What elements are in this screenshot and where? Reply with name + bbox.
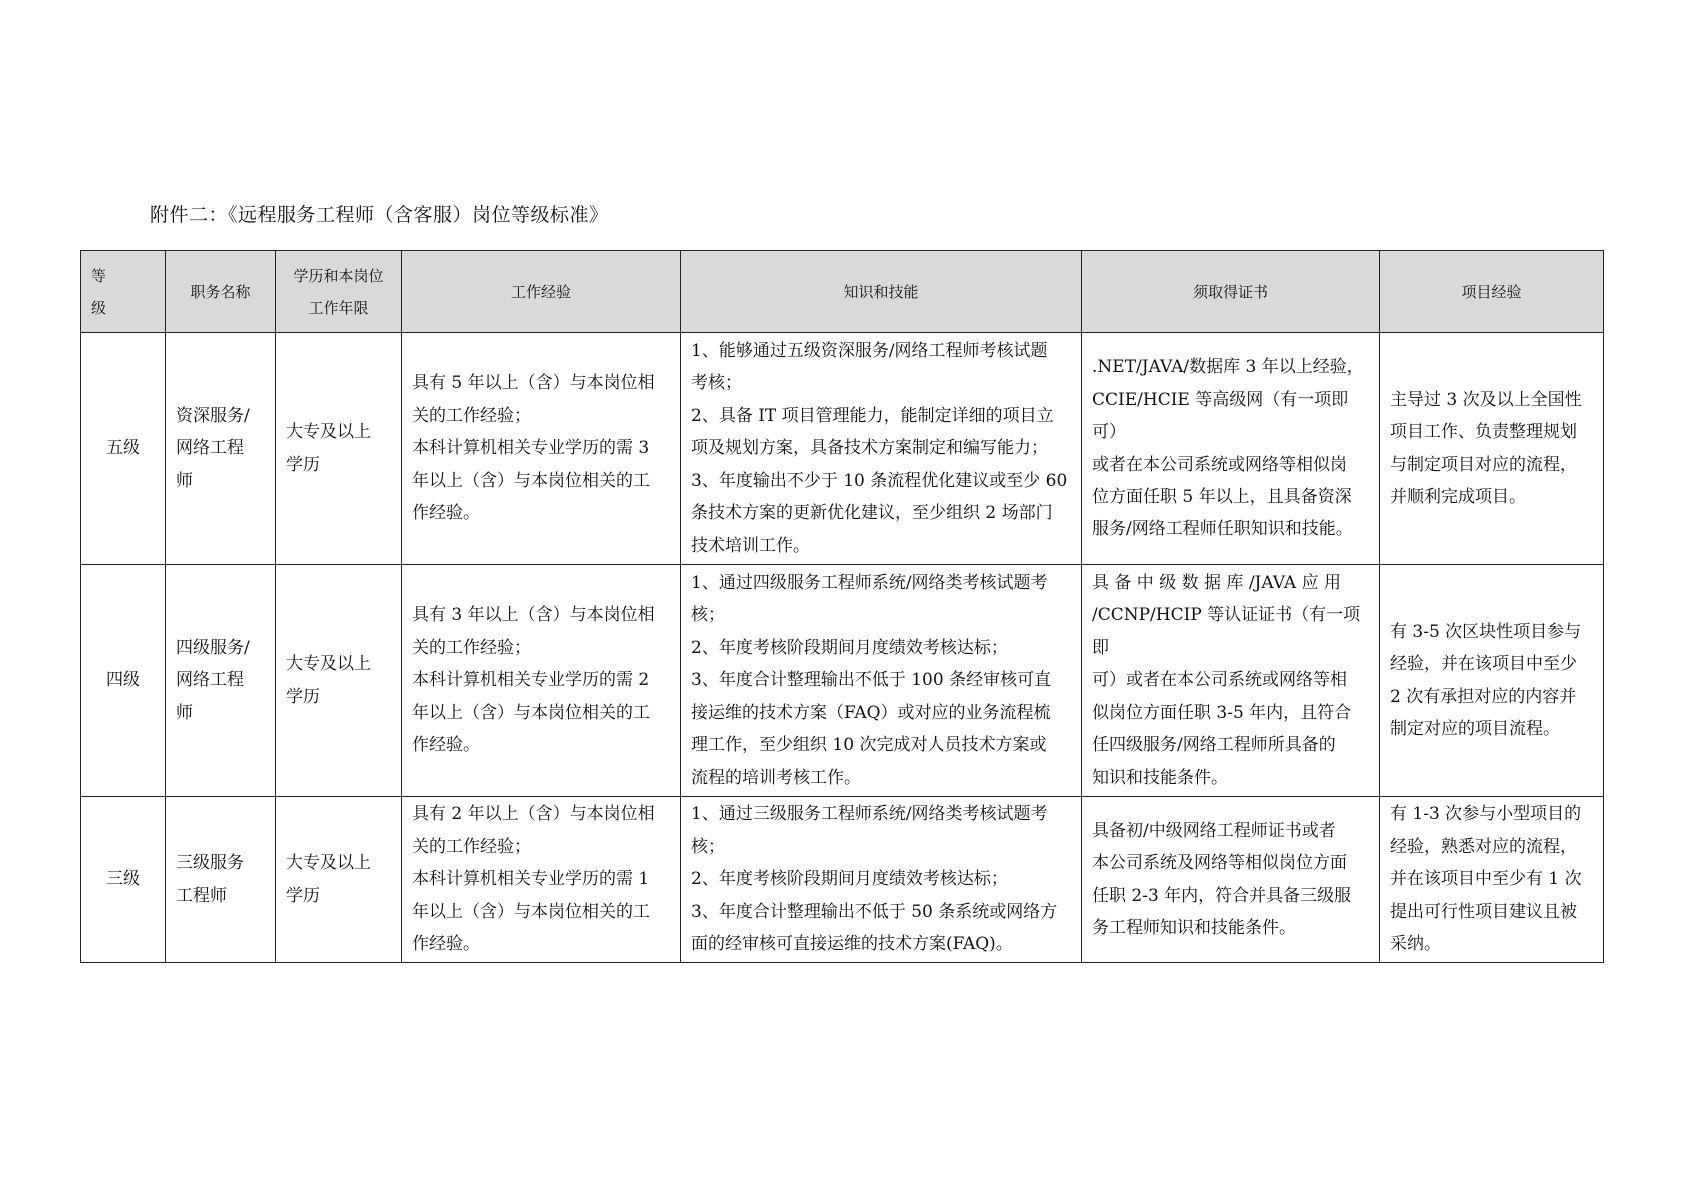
position-cell: 四级服务/ 网络工程 师 (166, 565, 276, 797)
project-cell: 主导过 3 次及以上全国性 项目工作、负责整理规划 与制定项目对应的流程， 并顺利完成项目。 (1380, 333, 1604, 565)
project-cell: 有 3-5 次区块性项目参与 经验，并在该项目中至少 2 次有承担对应的内容并 制定对应的项目流程。 (1380, 565, 1604, 797)
position-cell: 资深服务/ 网络工程 师 (166, 333, 276, 565)
table-row (81, 797, 1604, 963)
document-title: 附件二：《远程服务工程师（含客服）岗位等级标准》 (150, 204, 609, 226)
level-cell: 五级 (81, 333, 166, 565)
header-knowledge: 知识和技能 (681, 251, 1082, 333)
education-cell: 大专及以上 学历 (276, 797, 402, 963)
knowledge-cell: 1、通过三级服务工程师系统/网络类考核试题考 核； 2、年度考核阶段期间月度绩效考核达标； 3、年度合计整理输出不低于 50 条系统或网络方 面的经审核可直接运维的技术方案(FAQ)。 (681, 797, 1082, 963)
education-cell: 大专及以上 学历 (276, 565, 402, 797)
knowledge-cell: 1、能够通过五级资深服务/网络工程师考核试题 考核； 2、具备 IT 项目管理能力，能制定详细的项目立 项及规划方案，具备技术方案制定和编写能力； 3、年度输出不少于 10 条流程优化建议或至少 60 条技术方案的更新优化建议，至少组织 2 场部门 技术培训工作。 (681, 333, 1082, 565)
level-cell: 三级 (81, 797, 166, 963)
header-position: 职务名称 (166, 251, 276, 333)
project-cell: 有 1-3 次参与小型项目的 经验，熟悉对应的流程， 并在该项目中至少有 1 次 提出可行性项目建议且被 采纳。 (1380, 797, 1604, 963)
experience-cell: 具有 2 年以上（含）与本岗位相 关的工作经验； 本科计算机相关专业学历的需 1 年以上（含）与本岗位相关的工 作经验。 (402, 797, 681, 963)
header-level: 等 级 (81, 251, 166, 333)
certificate-cell: 具 备 中 级 数 据 库 /JAVA 应 用 /CCNP/HCIP 等认证证书（有一项即 可）或者在本公司系统或网络等相 似岗位方面任职 3-5 年内，且符合 任四级服务/网络工程师所具备的 知识和技能条件。 (1082, 565, 1380, 797)
experience-cell: 具有 5 年以上（含）与本岗位相 关的工作经验； 本科计算机相关专业学历的需 3 年以上（含）与本岗位相关的工 作经验。 (402, 333, 681, 565)
header-education: 学历和本岗位 工作年限 (276, 251, 402, 333)
position-cell: 三级服务 工程师 (166, 797, 276, 963)
knowledge-cell: 1、通过四级服务工程师系统/网络类考核试题考 核； 2、年度考核阶段期间月度绩效考核达标； 3、年度合计整理输出不低于 100 条经审核可直 接运维的技术方案（FAQ）或对应的业务流程梳 理工作，至少组织 10 次完成对人员技术方案或 流程的培训考核工作。 (681, 565, 1082, 797)
header-row (81, 251, 1604, 333)
header-certificate: 须取得证书 (1082, 251, 1380, 333)
certificate-cell: 具备初/中级网络工程师证书或者 本公司系统及网络等相似岗位方面 任职 2-3 年内，符合并具备三级服 务工程师知识和技能条件。 (1082, 797, 1380, 963)
grade-standard-table (80, 250, 1604, 963)
table-row (81, 565, 1604, 797)
header-project: 项目经验 (1380, 251, 1604, 333)
header-experience: 工作经验 (402, 251, 681, 333)
level-cell: 四级 (81, 565, 166, 797)
table-row (81, 333, 1604, 565)
experience-cell: 具有 3 年以上（含）与本岗位相 关的工作经验； 本科计算机相关专业学历的需 2 年以上（含）与本岗位相关的工 作经验。 (402, 565, 681, 797)
certificate-cell: .NET/JAVA/数据库 3 年以上经验， CCIE/HCIE 等高级网（有一项即可） 或者在本公司系统或网络等相似岗 位方面任职 5 年以上，且具备资深 服务/网络工程师任职知识和技能。 (1082, 333, 1380, 565)
education-cell: 大专及以上 学历 (276, 333, 402, 565)
